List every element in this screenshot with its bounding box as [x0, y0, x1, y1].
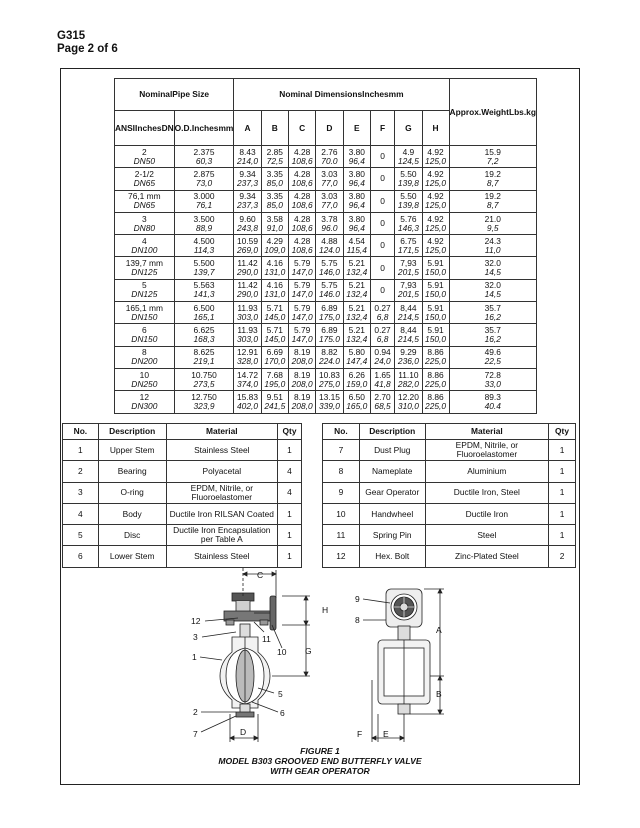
dim-cell-w: 72.8 33,0 — [449, 368, 536, 390]
dim-cell-w: 89.3 40.4 — [449, 391, 536, 413]
dim-cell-f: 0 — [370, 235, 394, 257]
part-material: Ductile Iron, Steel — [425, 482, 548, 503]
callout-6: 6 — [280, 708, 285, 718]
part-material: EPDM, Nitrile, or Fluoroelastomer — [166, 482, 277, 503]
dim-cell-b: 5.71 145,0 — [261, 324, 288, 346]
dim-cell-f: 0.94 24,0 — [370, 346, 394, 368]
dim-cell-b: 4.29 109,0 — [261, 235, 288, 257]
dim-cell-a: 11.93 303,0 — [234, 302, 261, 324]
part-material: EPDM, Nitrile, or Fluoroelastomer — [425, 440, 548, 461]
dim-cell-f: 0 — [370, 257, 394, 279]
dim-cell-od: 6.625 168,3 — [174, 324, 234, 346]
dim-cell-g: 4.9 124,5 — [395, 146, 422, 168]
dim-cell-a: 9.60 243,8 — [234, 212, 261, 234]
od-header: O.D.Inchesmm — [174, 111, 234, 146]
dim-cell-f: 0 — [370, 190, 394, 212]
parts-qty-header: Qty — [278, 424, 302, 440]
part-qty: 1 — [278, 440, 302, 461]
parts-no-header: No. — [323, 424, 360, 440]
dim-cell-c: 8.19 208,0 — [288, 368, 315, 390]
part-no: 10 — [323, 503, 360, 524]
part-qty: 1 — [278, 525, 302, 546]
parts-qty-header: Qty — [549, 424, 576, 440]
callout-3: 3 — [193, 632, 198, 642]
col-e-header: E — [343, 111, 370, 146]
dim-cell-w: 49.6 22,5 — [449, 346, 536, 368]
dim-cell-h: 5.91 150,0 — [422, 324, 449, 346]
dim-cell-g: 12.20 310,0 — [395, 391, 422, 413]
dim-cell-e: 6.50 165,0 — [343, 391, 370, 413]
part-no: 2 — [63, 461, 99, 482]
dim-cell-a: 9.34 237,3 — [234, 190, 261, 212]
dim-cell-c: 4.28 108,6 — [288, 212, 315, 234]
dim-cell-d: 5.75 146.0 — [316, 279, 343, 301]
dim-cell-f: 0.27 6,8 — [370, 324, 394, 346]
parts-description-header: Description — [98, 424, 166, 440]
part-description: Disc — [98, 525, 166, 546]
dim-cell-h: 4.92 125,0 — [422, 212, 449, 234]
callout-5: 5 — [278, 689, 283, 699]
dim-cell-h: 8.86 225,0 — [422, 346, 449, 368]
dim-cell-f: 0.27 6,8 — [370, 302, 394, 324]
figure-title-line1: MODEL B303 GROOVED END BUTTERFLY VALVE — [218, 756, 422, 766]
part-qty: 4 — [278, 482, 302, 503]
part-material: Ductile Iron Encapsulation per Table A — [166, 525, 277, 546]
part-description: Lower Stem — [98, 546, 166, 567]
dim-cell-e: 5.21 132,4 — [343, 279, 370, 301]
document-id: G315 — [57, 30, 86, 42]
dim-cell-e: 4.54 115,4 — [343, 235, 370, 257]
dim-cell-c: 4.28 108,6 — [288, 146, 315, 168]
dim-cell-g: 8,44 214,5 — [395, 302, 422, 324]
col-g-header: G — [395, 111, 422, 146]
dim-cell-b: 4.16 131,0 — [261, 257, 288, 279]
dim-cell-a: 11.42 290,0 — [234, 257, 261, 279]
dim-cell-a: 11.93 303,0 — [234, 324, 261, 346]
dim-cell-b: 6.69 170,0 — [261, 346, 288, 368]
callout-2: 2 — [193, 707, 198, 717]
part-description: Hex. Bolt — [359, 546, 425, 567]
dim-cell-h: 4.92 125,0 — [422, 235, 449, 257]
dim-cell-d: 3.78 96.0 — [316, 212, 343, 234]
dim-cell-c: 4.28 108,6 — [288, 190, 315, 212]
dim-cell-size: 139,7 mm DN125 — [115, 257, 175, 279]
part-no: 11 — [323, 525, 360, 546]
part-qty: 4 — [278, 461, 302, 482]
dim-cell-c: 8.19 208,0 — [288, 346, 315, 368]
part-description: Bearing — [98, 461, 166, 482]
part-material: Stainless Steel — [166, 440, 277, 461]
dim-cell-w: 19.2 8,7 — [449, 168, 536, 190]
parts-description-header: Description — [359, 424, 425, 440]
dim-cell-od: 8.625 219,1 — [174, 346, 234, 368]
dim-cell-c: 5.79 147,0 — [288, 302, 315, 324]
dim-cell-c: 4.28 108,6 — [288, 235, 315, 257]
dim-cell-w: 35.7 16,2 — [449, 302, 536, 324]
part-no: 4 — [63, 503, 99, 524]
dim-cell-od: 2.875 73,0 — [174, 168, 234, 190]
weight-header: Approx.WeightLbs.kg — [449, 79, 536, 146]
callout-8: 8 — [355, 615, 360, 625]
part-description: Gear Operator — [359, 482, 425, 503]
callout-10: 10 — [277, 647, 287, 657]
dim-cell-size: 10 DN250 — [115, 368, 175, 390]
part-description: Upper Stem — [98, 440, 166, 461]
dim-cell-od: 12.750 323,9 — [174, 391, 234, 413]
part-no: 6 — [63, 546, 99, 567]
part-qty: 1 — [549, 461, 576, 482]
parts-material-header: Material — [425, 424, 548, 440]
part-qty: 1 — [278, 546, 302, 567]
dim-cell-w: 21.0 9,5 — [449, 212, 536, 234]
dim-cell-e: 3.80 96,4 — [343, 146, 370, 168]
part-description: Spring Pin — [359, 525, 425, 546]
part-material: Polyacetal — [166, 461, 277, 482]
callout-d: D — [240, 727, 247, 737]
part-no: 8 — [323, 461, 360, 482]
callout-7: 7 — [193, 729, 198, 739]
dim-cell-od: 6.500 165,1 — [174, 302, 234, 324]
dim-cell-h: 5.91 150,0 — [422, 279, 449, 301]
dim-cell-h: 8.86 225,0 — [422, 368, 449, 390]
nominal-dimensions-header: Nominal DimensionsInchesmm — [234, 79, 449, 111]
dim-cell-d: 3.03 77,0 — [316, 168, 343, 190]
dim-cell-g: 6.75 171,5 — [395, 235, 422, 257]
part-no: 5 — [63, 525, 99, 546]
part-qty: 1 — [549, 440, 576, 461]
dim-cell-a: 14.72 374,0 — [234, 368, 261, 390]
dim-cell-e: 3.80 96,4 — [343, 168, 370, 190]
part-qty: 2 — [549, 546, 576, 567]
dim-cell-od: 3.000 76,1 — [174, 190, 234, 212]
part-description: Handwheel — [359, 503, 425, 524]
dim-cell-e: 5.21 132,4 — [343, 257, 370, 279]
col-a-header: A — [234, 111, 261, 146]
dim-cell-size: 6 DN150 — [115, 324, 175, 346]
page-number: Page 2 of 6 — [57, 43, 118, 55]
dim-cell-w: 15.9 7,2 — [449, 146, 536, 168]
dim-cell-d: 5.75 146,0 — [316, 257, 343, 279]
dim-cell-f: 0 — [370, 279, 394, 301]
col-d-header: D — [316, 111, 343, 146]
callout-h: H — [322, 605, 329, 615]
dim-cell-g: 9.29 236,0 — [395, 346, 422, 368]
dim-cell-a: 12.91 328,0 — [234, 346, 261, 368]
callout-11: 11 — [262, 634, 271, 644]
dim-cell-f: 0 — [370, 146, 394, 168]
col-b-header: B — [261, 111, 288, 146]
dim-cell-size: 2-1/2 DN65 — [115, 168, 175, 190]
col-f-header: F — [370, 111, 394, 146]
dim-cell-w: 32.0 14,5 — [449, 257, 536, 279]
dim-cell-d: 4.88 124.0 — [316, 235, 343, 257]
dim-cell-d: 10.83 275,0 — [316, 368, 343, 390]
dim-cell-w: 24.3 11,0 — [449, 235, 536, 257]
dim-cell-h: 5.91 150,0 — [422, 302, 449, 324]
callout-e: E — [383, 729, 389, 739]
dim-cell-od: 4.500 114,3 — [174, 235, 234, 257]
dim-cell-size: 2 DN50 — [115, 146, 175, 168]
dim-cell-g: 5.50 139,8 — [395, 190, 422, 212]
callout-f: F — [357, 729, 363, 739]
part-qty: 1 — [278, 503, 302, 524]
dim-cell-c: 8.19 208,0 — [288, 391, 315, 413]
dim-cell-f: 0 — [370, 168, 394, 190]
part-description: O-ring — [98, 482, 166, 503]
callout-b: B — [436, 689, 442, 699]
dim-cell-od: 5.500 139,7 — [174, 257, 234, 279]
part-material: Ductile Iron RILSAN Coated — [166, 503, 277, 524]
figure-title-line2: WITH GEAR OPERATOR — [270, 766, 370, 776]
dim-cell-c: 4.28 108,6 — [288, 168, 315, 190]
part-description: Dust Plug — [359, 440, 425, 461]
dim-cell-a: 10.59 269,0 — [234, 235, 261, 257]
part-material: Zinc-Plated Steel — [425, 546, 548, 567]
dim-cell-f: 2.70 68,5 — [370, 391, 394, 413]
dim-cell-w: 35.7 16,2 — [449, 324, 536, 346]
dim-cell-b: 5.71 145,0 — [261, 302, 288, 324]
dim-cell-size: 76,1 mm DN65 — [115, 190, 175, 212]
dim-cell-b: 3.58 91,0 — [261, 212, 288, 234]
dim-cell-g: 7,93 201,5 — [395, 279, 422, 301]
part-no: 7 — [323, 440, 360, 461]
dim-cell-b: 7.68 195,0 — [261, 368, 288, 390]
part-no: 3 — [63, 482, 99, 503]
dim-cell-d: 8.82 224.0 — [316, 346, 343, 368]
dim-cell-d: 6.89 175,0 — [316, 302, 343, 324]
parts-no-header: No. — [63, 424, 99, 440]
nominal-pipe-size-header: NominalPipe Size — [115, 79, 234, 111]
dim-cell-w: 19.2 8,7 — [449, 190, 536, 212]
dim-cell-e: 6.26 159,0 — [343, 368, 370, 390]
part-no: 1 — [63, 440, 99, 461]
col-h-header: H — [422, 111, 449, 146]
dim-cell-d: 2.76 70.0 — [316, 146, 343, 168]
dim-cell-b: 3.35 85,0 — [261, 190, 288, 212]
dim-cell-h: 4.92 125,0 — [422, 146, 449, 168]
valve-front-view — [200, 568, 310, 742]
dim-cell-f: 1.65 41,8 — [370, 368, 394, 390]
dim-cell-size: 3 DN80 — [115, 212, 175, 234]
dim-cell-c: 5.79 147,0 — [288, 257, 315, 279]
part-no: 12 — [323, 546, 360, 567]
dim-cell-size: 5 DN125 — [115, 279, 175, 301]
dim-cell-size: 165,1 mm DN150 — [115, 302, 175, 324]
dim-cell-od: 5.563 141,3 — [174, 279, 234, 301]
dim-cell-c: 5.79 147,0 — [288, 324, 315, 346]
dim-cell-size: 12 DN300 — [115, 391, 175, 413]
dim-cell-od: 10.750 273,5 — [174, 368, 234, 390]
callout-9: 9 — [355, 594, 360, 604]
dim-cell-a: 8.43 214,0 — [234, 146, 261, 168]
part-qty: 1 — [549, 503, 576, 524]
dim-cell-c: 5.79 147,0 — [288, 279, 315, 301]
figure-number: FIGURE 1 — [300, 746, 340, 756]
dim-cell-h: 4.92 125,0 — [422, 190, 449, 212]
dim-cell-h: 8.86 225,0 — [422, 391, 449, 413]
valve-side-view — [363, 589, 444, 742]
dim-cell-g: 7,93 201,5 — [395, 257, 422, 279]
dim-cell-od: 2.375 60,3 — [174, 146, 234, 168]
dim-cell-b: 2.85 72,5 — [261, 146, 288, 168]
dim-cell-b: 9.51 241,5 — [261, 391, 288, 413]
dim-cell-a: 11.42 290,0 — [234, 279, 261, 301]
ansi-header: ANSIInchesDN — [115, 111, 175, 146]
dim-cell-e: 3.80 96,4 — [343, 212, 370, 234]
callout-a: A — [436, 625, 442, 635]
dim-cell-h: 4.92 125,0 — [422, 168, 449, 190]
parts-material-header: Material — [166, 424, 277, 440]
dim-cell-size: 8 DN200 — [115, 346, 175, 368]
dim-cell-e: 5.80 147,4 — [343, 346, 370, 368]
part-material: Stainless Steel — [166, 546, 277, 567]
part-no: 9 — [323, 482, 360, 503]
part-qty: 1 — [549, 482, 576, 503]
callout-c: C — [257, 570, 264, 580]
dim-cell-od: 3.500 88,9 — [174, 212, 234, 234]
dim-cell-e: 5.21 132,4 — [343, 302, 370, 324]
part-qty: 1 — [549, 525, 576, 546]
part-material: Ductile Iron — [425, 503, 548, 524]
dim-cell-d: 3.03 77,0 — [316, 190, 343, 212]
dim-cell-a: 15.83 402,0 — [234, 391, 261, 413]
callout-1: 1 — [192, 652, 197, 662]
dim-cell-g: 5.50 139,8 — [395, 168, 422, 190]
dim-cell-w: 32.0 14,5 — [449, 279, 536, 301]
dim-cell-e: 3.80 96,4 — [343, 190, 370, 212]
dim-cell-g: 8,44 214,5 — [395, 324, 422, 346]
dim-cell-b: 3.35 85,0 — [261, 168, 288, 190]
dim-cell-e: 5.21 132,4 — [343, 324, 370, 346]
dim-cell-g: 5.76 146,3 — [395, 212, 422, 234]
dim-cell-d: 6.89 175.0 — [316, 324, 343, 346]
callout-12: 12 — [191, 616, 201, 626]
figure-caption — [60, 746, 580, 776]
dim-cell-h: 5.91 150,0 — [422, 257, 449, 279]
dim-cell-f: 0 — [370, 212, 394, 234]
dim-cell-a: 9.34 237,3 — [234, 168, 261, 190]
part-description: Nameplate — [359, 461, 425, 482]
part-description: Body — [98, 503, 166, 524]
part-material: Aluminium — [425, 461, 548, 482]
dim-cell-g: 11.10 282,0 — [395, 368, 422, 390]
callout-g: G — [305, 646, 312, 656]
part-material: Steel — [425, 525, 548, 546]
col-c-header: C — [288, 111, 315, 146]
dim-cell-size: 4 DN100 — [115, 235, 175, 257]
dim-cell-b: 4.16 131,0 — [261, 279, 288, 301]
dim-cell-d: 13.15 339,0 — [316, 391, 343, 413]
